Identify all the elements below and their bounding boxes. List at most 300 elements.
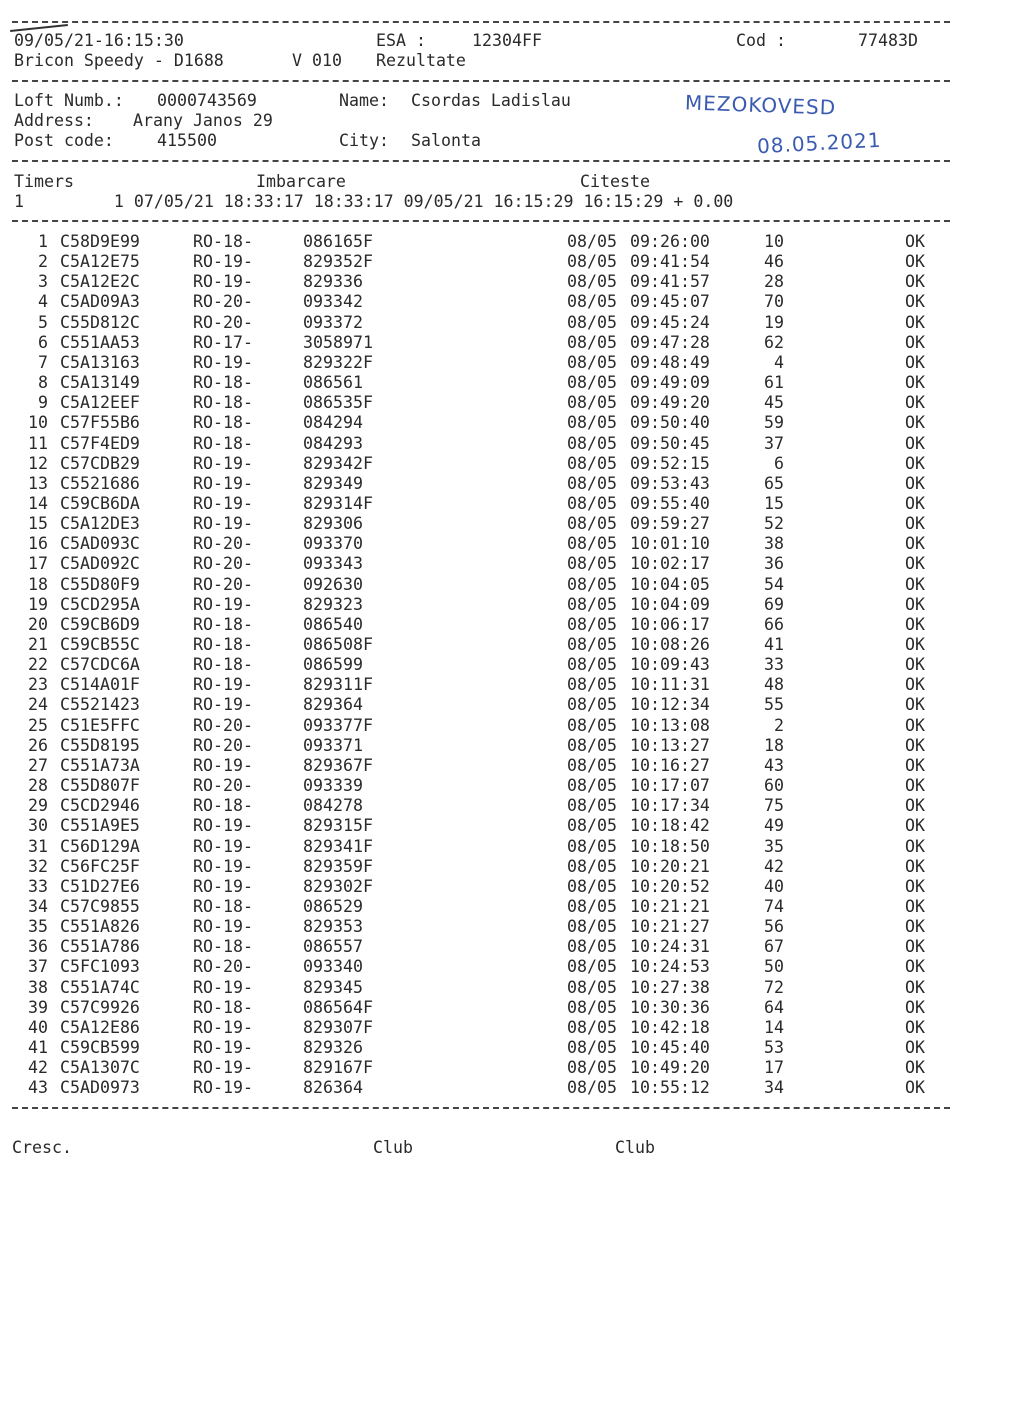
status-ok: OK <box>905 272 925 292</box>
table-row <box>0 635 960 655</box>
row-number: 22 <box>28 655 48 675</box>
arrival-date: 08/05 <box>567 957 617 977</box>
chip-code: C57C9926 <box>60 997 140 1017</box>
arrival-time: 10:17:34 <box>630 796 710 816</box>
table-row <box>0 313 960 333</box>
arrival-date: 08/05 <box>567 594 617 614</box>
ring-prefix: RO-18- <box>193 373 253 393</box>
table-row <box>0 333 960 353</box>
ring-prefix: RO-18- <box>193 393 253 413</box>
ring-number: 829367F <box>303 755 373 775</box>
separator-timers <box>12 220 950 222</box>
print-datetime: 09/05/21-16:15:30 <box>14 31 184 50</box>
chip-code: C5AD0973 <box>60 1078 140 1098</box>
status-ok: OK <box>905 937 925 957</box>
ring-prefix: RO-18- <box>193 635 253 654</box>
chip-code: C59CB6DA <box>60 493 140 513</box>
row-number: 27 <box>28 755 48 775</box>
status-ok: OK <box>905 876 925 896</box>
status-ok: OK <box>905 252 925 272</box>
status-ok: OK <box>905 997 925 1017</box>
arrival-date: 08/05 <box>567 896 617 916</box>
table-row <box>0 816 960 836</box>
table-row <box>0 554 960 574</box>
arrival-time: 10:11:31 <box>630 675 710 695</box>
row-number: 32 <box>28 856 48 876</box>
ring-prefix: RO-19- <box>193 453 253 473</box>
arrival-time: 09:52:15 <box>630 453 710 473</box>
row-number: 38 <box>28 977 48 997</box>
chip-code: C551A826 <box>60 917 140 937</box>
row-number: 6 <box>38 332 48 352</box>
chip-code: C55D80F9 <box>60 574 140 594</box>
handwritten-date: 08.05.2021 <box>756 127 883 159</box>
arrival-date: 08/05 <box>567 635 617 654</box>
separator-top <box>12 21 950 23</box>
status-ok: OK <box>905 493 925 513</box>
arrival-date: 08/05 <box>567 493 617 513</box>
chip-code: C5A12DE3 <box>60 514 140 534</box>
ring-prefix: RO-19- <box>193 695 253 715</box>
table-row <box>0 393 960 413</box>
chip-code: C51D27E6 <box>60 876 140 896</box>
ring-number: 829167F <box>303 1058 373 1078</box>
row-number: 40 <box>28 1017 48 1037</box>
status-ok: OK <box>905 655 925 675</box>
footer-club-2: Club <box>615 1138 655 1157</box>
status-ok: OK <box>905 977 925 997</box>
arrival-time: 10:20:52 <box>630 876 710 896</box>
chip-code: C56FC25F <box>60 856 140 876</box>
row-number: 21 <box>28 635 48 654</box>
chip-code: C57CDC6A <box>60 655 140 675</box>
position: 18 <box>764 735 784 755</box>
chip-code: C5AD092C <box>60 554 140 574</box>
table-row <box>0 434 960 454</box>
arrival-date: 08/05 <box>567 1017 617 1037</box>
ring-prefix: RO-18- <box>193 896 253 916</box>
arrival-time: 09:49:20 <box>630 393 710 413</box>
arrival-date: 08/05 <box>567 917 617 937</box>
position: 4 <box>774 352 784 372</box>
arrival-date: 08/05 <box>567 1058 617 1078</box>
arrival-date: 08/05 <box>567 796 617 816</box>
arrival-date: 08/05 <box>567 514 617 534</box>
imbarcare-label: Imbarcare <box>256 172 346 191</box>
ring-prefix: RO-19- <box>193 977 253 997</box>
arrival-time: 09:50:40 <box>630 413 710 433</box>
status-ok: OK <box>905 836 925 856</box>
ring-number: 093343 <box>303 554 363 574</box>
status-ok: OK <box>905 373 925 393</box>
position: 69 <box>764 594 784 614</box>
status-ok: OK <box>905 433 925 453</box>
table-row <box>0 534 960 554</box>
arrival-date: 08/05 <box>567 977 617 997</box>
chip-code: C5A13149 <box>60 373 140 393</box>
ring-prefix: RO-20- <box>193 574 253 594</box>
row-number: 9 <box>38 393 48 413</box>
chip-code: C51E5FFC <box>60 715 140 735</box>
arrival-time: 10:06:17 <box>630 614 710 634</box>
status-ok: OK <box>905 1078 925 1098</box>
table-row <box>0 897 960 917</box>
ring-number: 093342 <box>303 292 363 312</box>
ring-number: 084278 <box>303 796 363 816</box>
position: 66 <box>764 614 784 634</box>
loft-number: 0000743569 <box>157 91 257 110</box>
arrival-time: 10:20:21 <box>630 856 710 876</box>
position: 2 <box>774 715 784 735</box>
arrival-time: 10:18:50 <box>630 836 710 856</box>
row-number: 42 <box>28 1058 48 1078</box>
arrival-date: 08/05 <box>567 413 617 433</box>
row-number: 26 <box>28 735 48 755</box>
arrival-time: 09:50:45 <box>630 433 710 453</box>
arrival-date: 08/05 <box>567 232 617 251</box>
status-ok: OK <box>905 292 925 312</box>
position: 45 <box>764 393 784 413</box>
handwritten-location: MEZOKOVESD <box>684 90 837 120</box>
arrival-date: 08/05 <box>567 272 617 292</box>
status-ok: OK <box>905 917 925 937</box>
row-number: 1 <box>38 232 48 251</box>
ring-prefix: RO-19- <box>193 514 253 534</box>
arrival-date: 08/05 <box>567 776 617 796</box>
status-ok: OK <box>905 896 925 916</box>
status-ok: OK <box>905 352 925 372</box>
ring-prefix: RO-18- <box>193 937 253 957</box>
owner-city: Salonta <box>411 131 481 150</box>
ring-prefix: RO-20- <box>193 292 253 312</box>
row-number: 7 <box>38 352 48 372</box>
table-row <box>0 595 960 615</box>
ring-prefix: RO-18- <box>193 614 253 634</box>
ring-number: 086564F <box>303 997 373 1017</box>
row-number: 14 <box>28 493 48 513</box>
position: 35 <box>764 836 784 856</box>
chip-code: C5CD295A <box>60 594 140 614</box>
position: 42 <box>764 856 784 876</box>
ring-number: 3058971 <box>303 332 373 352</box>
position: 53 <box>764 1038 784 1057</box>
arrival-time: 10:12:34 <box>630 695 710 715</box>
chip-code: C59CB599 <box>60 1038 140 1057</box>
ring-prefix: RO-20- <box>193 957 253 977</box>
status-ok: OK <box>905 957 925 977</box>
position: 59 <box>764 413 784 433</box>
position: 36 <box>764 554 784 574</box>
ring-number: 084293 <box>303 433 363 453</box>
ring-prefix: RO-18- <box>193 413 253 433</box>
chip-code: C5AD09A3 <box>60 292 140 312</box>
ring-number: 086557 <box>303 937 363 957</box>
status-ok: OK <box>905 554 925 574</box>
position: 55 <box>764 695 784 715</box>
status-ok: OK <box>905 816 925 836</box>
table-row <box>0 796 960 816</box>
chip-code: C59CB6D9 <box>60 614 140 634</box>
row-number: 13 <box>28 473 48 493</box>
ring-prefix: RO-20- <box>193 715 253 735</box>
chip-code: C58D9E99 <box>60 232 140 251</box>
position: 60 <box>764 776 784 796</box>
ring-number: 093370 <box>303 534 363 554</box>
table-row <box>0 1038 960 1058</box>
ring-prefix: RO-19- <box>193 917 253 937</box>
table-row <box>0 413 960 433</box>
ring-number: 829322F <box>303 352 373 372</box>
table-row <box>0 675 960 695</box>
status-ok: OK <box>905 594 925 614</box>
ring-prefix: RO-18- <box>193 997 253 1017</box>
status-ok: OK <box>905 735 925 755</box>
device-name: Bricon Speedy - D1688 <box>14 51 224 70</box>
ring-number: 093377F <box>303 715 373 735</box>
status-ok: OK <box>905 614 925 634</box>
timers-line: 1 1 07/05/21 18:33:17 18:33:17 09/05/21 16:15:29 16:15:29 + 0.00 <box>14 192 734 211</box>
arrival-time: 09:45:24 <box>630 312 710 332</box>
status-ok: OK <box>905 856 925 876</box>
ring-number: 829352F <box>303 252 373 272</box>
arrival-date: 08/05 <box>567 755 617 775</box>
table-row <box>0 716 960 736</box>
chip-code: C5521423 <box>60 695 140 715</box>
chip-code: C5FC1093 <box>60 957 140 977</box>
arrival-date: 08/05 <box>567 352 617 372</box>
row-number: 43 <box>28 1078 48 1098</box>
chip-code: C551AA53 <box>60 332 140 352</box>
position: 43 <box>764 755 784 775</box>
results-table <box>0 232 960 1102</box>
table-row <box>0 272 960 292</box>
arrival-time: 10:42:18 <box>630 1017 710 1037</box>
status-ok: OK <box>905 755 925 775</box>
ring-number: 086540 <box>303 614 363 634</box>
chip-code: C57F55B6 <box>60 413 140 433</box>
position: 50 <box>764 957 784 977</box>
ring-number: 084294 <box>303 413 363 433</box>
table-row <box>0 292 960 312</box>
position: 48 <box>764 675 784 695</box>
row-number: 39 <box>28 997 48 1017</box>
ring-prefix: RO-19- <box>193 1058 253 1078</box>
table-row <box>0 353 960 373</box>
arrival-time: 10:55:12 <box>630 1078 710 1098</box>
arrival-date: 08/05 <box>567 816 617 836</box>
row-number: 36 <box>28 937 48 957</box>
ring-prefix: RO-19- <box>193 473 253 493</box>
status-ok: OK <box>905 453 925 473</box>
position: 6 <box>774 453 784 473</box>
ring-number: 829345 <box>303 977 363 997</box>
status-ok: OK <box>905 534 925 554</box>
status-ok: OK <box>905 473 925 493</box>
status-ok: OK <box>905 393 925 413</box>
arrival-date: 08/05 <box>567 332 617 352</box>
chip-code: C55D8195 <box>60 735 140 755</box>
arrival-date: 08/05 <box>567 836 617 856</box>
table-row <box>0 494 960 514</box>
arrival-time: 10:18:42 <box>630 816 710 836</box>
chip-code: C5A12EEF <box>60 393 140 413</box>
chip-code: C57CDB29 <box>60 453 140 473</box>
chip-code: C5AD093C <box>60 534 140 554</box>
row-number: 29 <box>28 796 48 816</box>
row-number: 4 <box>38 292 48 312</box>
arrival-date: 08/05 <box>567 876 617 896</box>
arrival-date: 08/05 <box>567 856 617 876</box>
row-number: 31 <box>28 836 48 856</box>
table-row <box>0 655 960 675</box>
ring-number: 829364 <box>303 695 363 715</box>
arrival-time: 10:01:10 <box>630 534 710 554</box>
table-row <box>0 1078 960 1098</box>
arrival-date: 08/05 <box>567 433 617 453</box>
arrival-date: 08/05 <box>567 695 617 715</box>
arrival-time: 09:48:49 <box>630 352 710 372</box>
chip-code: C56D129A <box>60 836 140 856</box>
arrival-date: 08/05 <box>567 1078 617 1098</box>
esa-value: 12304FF <box>472 31 542 50</box>
chip-code: C55D807F <box>60 776 140 796</box>
ring-prefix: RO-20- <box>193 534 253 554</box>
status-ok: OK <box>905 332 925 352</box>
arrival-date: 08/05 <box>567 614 617 634</box>
row-number: 35 <box>28 917 48 937</box>
ring-number: 086561 <box>303 373 363 393</box>
arrival-date: 08/05 <box>567 937 617 957</box>
separator-bottom <box>12 1107 950 1109</box>
arrival-time: 10:13:27 <box>630 735 710 755</box>
chip-code: C55D812C <box>60 312 140 332</box>
ring-prefix: RO-19- <box>193 836 253 856</box>
ring-prefix: RO-18- <box>193 433 253 453</box>
ring-prefix: RO-18- <box>193 655 253 675</box>
ring-prefix: RO-19- <box>193 1038 253 1057</box>
row-number: 34 <box>28 896 48 916</box>
status-ok: OK <box>905 715 925 735</box>
row-number: 28 <box>28 776 48 796</box>
row-number: 33 <box>28 876 48 896</box>
position: 54 <box>764 574 784 594</box>
table-row <box>0 232 960 252</box>
ring-number: 829314F <box>303 493 373 513</box>
table-row <box>0 998 960 1018</box>
chip-code: C59CB55C <box>60 635 140 654</box>
position: 33 <box>764 655 784 675</box>
ring-number: 829326 <box>303 1038 363 1057</box>
position: 62 <box>764 332 784 352</box>
arrival-time: 10:21:27 <box>630 917 710 937</box>
status-ok: OK <box>905 514 925 534</box>
arrival-time: 09:55:40 <box>630 493 710 513</box>
position: 74 <box>764 896 784 916</box>
arrival-time: 10:04:09 <box>630 594 710 614</box>
row-number: 16 <box>28 534 48 554</box>
position: 46 <box>764 252 784 272</box>
owner-name: Csordas Ladislau <box>411 91 571 110</box>
ring-number: 829336 <box>303 272 363 292</box>
arrival-time: 10:13:08 <box>630 715 710 735</box>
ring-prefix: RO-19- <box>193 856 253 876</box>
status-ok: OK <box>905 1038 925 1057</box>
table-row <box>0 615 960 635</box>
row-number: 17 <box>28 554 48 574</box>
position: 70 <box>764 292 784 312</box>
arrival-date: 08/05 <box>567 252 617 272</box>
chip-code: C5A12E2C <box>60 272 140 292</box>
citeste-label: Citeste <box>580 172 650 191</box>
table-row <box>0 1058 960 1078</box>
ring-number: 086529 <box>303 896 363 916</box>
position: 67 <box>764 937 784 957</box>
arrival-date: 08/05 <box>567 574 617 594</box>
table-row <box>0 917 960 937</box>
status-ok: OK <box>905 574 925 594</box>
arrival-time: 09:47:28 <box>630 332 710 352</box>
ring-number: 093340 <box>303 957 363 977</box>
chip-code: C5CD2946 <box>60 796 140 816</box>
table-row <box>0 756 960 776</box>
table-row <box>0 695 960 715</box>
table-row <box>0 978 960 998</box>
ring-number: 829307F <box>303 1017 373 1037</box>
footer-club-1: Club <box>373 1138 413 1157</box>
arrival-time: 09:41:57 <box>630 272 710 292</box>
arrival-time: 10:04:05 <box>630 574 710 594</box>
ring-number: 829302F <box>303 876 373 896</box>
arrival-date: 08/05 <box>567 997 617 1017</box>
ring-number: 829306 <box>303 514 363 534</box>
chip-code: C551A73A <box>60 755 140 775</box>
position: 72 <box>764 977 784 997</box>
arrival-date: 08/05 <box>567 1038 617 1057</box>
table-row <box>0 736 960 756</box>
ring-prefix: RO-19- <box>193 1078 253 1098</box>
row-number: 41 <box>28 1038 48 1057</box>
table-row <box>0 474 960 494</box>
ring-number: 086535F <box>303 393 373 413</box>
table-row <box>0 957 960 977</box>
ring-number: 093371 <box>303 735 363 755</box>
device-version: V 010 <box>292 51 342 70</box>
status-ok: OK <box>905 776 925 796</box>
table-row <box>0 252 960 272</box>
name-label: Name: <box>339 91 389 110</box>
chip-code: C551A74C <box>60 977 140 997</box>
position: 14 <box>764 1017 784 1037</box>
arrival-time: 10:27:38 <box>630 977 710 997</box>
status-ok: OK <box>905 232 925 251</box>
arrival-time: 10:30:36 <box>630 997 710 1017</box>
ring-prefix: RO-17- <box>193 332 253 352</box>
position: 28 <box>764 272 784 292</box>
arrival-time: 09:41:54 <box>630 252 710 272</box>
arrival-time: 09:49:09 <box>630 373 710 393</box>
table-row <box>0 454 960 474</box>
ring-number: 086165F <box>303 232 373 251</box>
chip-code: C514A01F <box>60 675 140 695</box>
arrival-time: 10:08:26 <box>630 635 710 654</box>
table-row <box>0 776 960 796</box>
arrival-time: 10:09:43 <box>630 655 710 675</box>
status-ok: OK <box>905 675 925 695</box>
position: 61 <box>764 373 784 393</box>
row-number: 25 <box>28 715 48 735</box>
position: 64 <box>764 997 784 1017</box>
position: 65 <box>764 473 784 493</box>
